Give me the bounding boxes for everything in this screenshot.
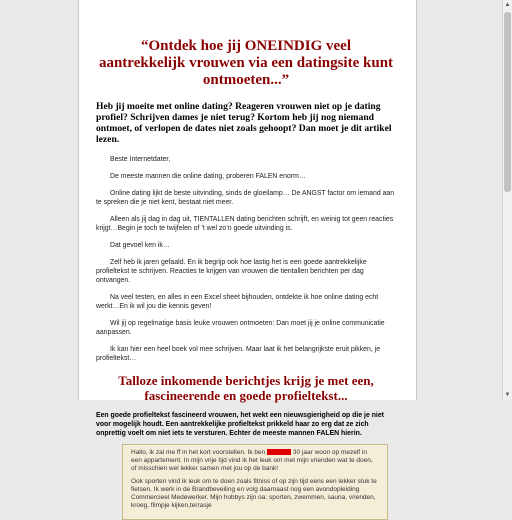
section-subheading: Talloze inkomende berichtjes krijg je met een, fascineerende en goede profieltekst... (118, 373, 374, 403)
letter-paragraph: Beste Internetdater, (110, 156, 171, 163)
letter-paragraph: Wil jij op regelmatige basis leuke vrouwen ontmoeten: Dan moet jij je online communicatie aanpassen. (96, 320, 385, 336)
letter-paragraph: Zelf heb ik jaren gefaald. En ik begrijp ook hoe lastig het is een goede aantrekkelijke profieltekst te schrijven. Reacties te krijgen van vrouwen die tientallen berichten per dag ontvangen. (96, 259, 367, 284)
article-page (78, 0, 417, 509)
headline: “Ontdek hoe jij ONEINDIG veel aantrekkelijk vrouwen via een datingsite kunt ontmoeten...” (98, 38, 394, 88)
profile-paragraph: Ook sporten vind ik leuk om te doen zoals fitniss of op zijn tijd eens een lekker stuk te fietsen. Ik werk in de Brandbeveiling en volg daarnaast nog een avondopleiding Commercieel Medewerker. Mijn hobbys zijn oa: sporten, zwemmen, sauna, vrienden, kroeg, filmpje kijken,terrasje (131, 478, 377, 509)
letter-body (96, 155, 396, 363)
letter-paragraph: Na veel testen, en alles in een Excel sheet bijhouden, ontdekte ik hoe online dating echt werkt…En ik wil jou die kennis geven! (96, 294, 379, 310)
scroll-up-icon[interactable]: ▲ (504, 2, 511, 8)
intro-text: Heb jij moeite met online dating? Reageren vrouwen niet op je dating profiel? Schrijven dames je niet terug? Kortom heb jij nog niemand ontmoet, of verlopen de dates niet zoals gehoopt? Dan moet je dit artikel lezen. (96, 101, 392, 145)
profile-text-after: 30 jaar woon op mezelf in een appartement. In mijn vrije tijd vind ik het leuk om met mijn vrienden wat te doen, of misschien wel lekker samen met jou op de bank! (131, 449, 373, 472)
letter-paragraph: Ik kan hier een heel boek vol mee schrijven. Maar laat ik het belangrijkste eruit pikken, je profieltekst… (96, 346, 381, 362)
example-profile-box (122, 444, 388, 520)
letter-paragraph: Dat gevoel ken ik… (110, 242, 170, 249)
summary-text: Een goede profieltekst fascineerd vrouwen, het wekt een nieuwsgierigheid op die je niet voor mogelijk houdt. Een aantrekkelijke profieltekst prikkeld haar zo erg dat ze zich onprettig voelt om niet iets te versturen. Echter de meeste mannen FALEN hierin. (96, 412, 384, 437)
letter-paragraph: Alleen als jij dag in dag uit, TIENTALLEN dating berichten schrijft, en weinig tot geen reacties krijgt…Begin je toch te twijfelen of ’t wel zo’n goede uitvinding is. (96, 216, 394, 232)
letter-paragraph: Online dating lijkt de beste uitvinding, sinds de gloeilamp… De ANGST factor om iemand aan te spreken die je niet kent, bestaat niet meer. (96, 190, 395, 206)
scroll-down-icon[interactable]: ▼ (504, 392, 511, 398)
letter-paragraph: De meeste mannen die online dating, proberen FALEN enorm… (110, 173, 306, 180)
vertical-scrollbar[interactable] (502, 0, 512, 400)
scrollbar-thumb[interactable] (504, 12, 511, 192)
redaction-bar (267, 449, 291, 455)
profile-text-before: Hallo, ik zal me ff in het kort voorstellen. Ik ben (131, 449, 266, 456)
profile-paragraph (131, 449, 379, 473)
